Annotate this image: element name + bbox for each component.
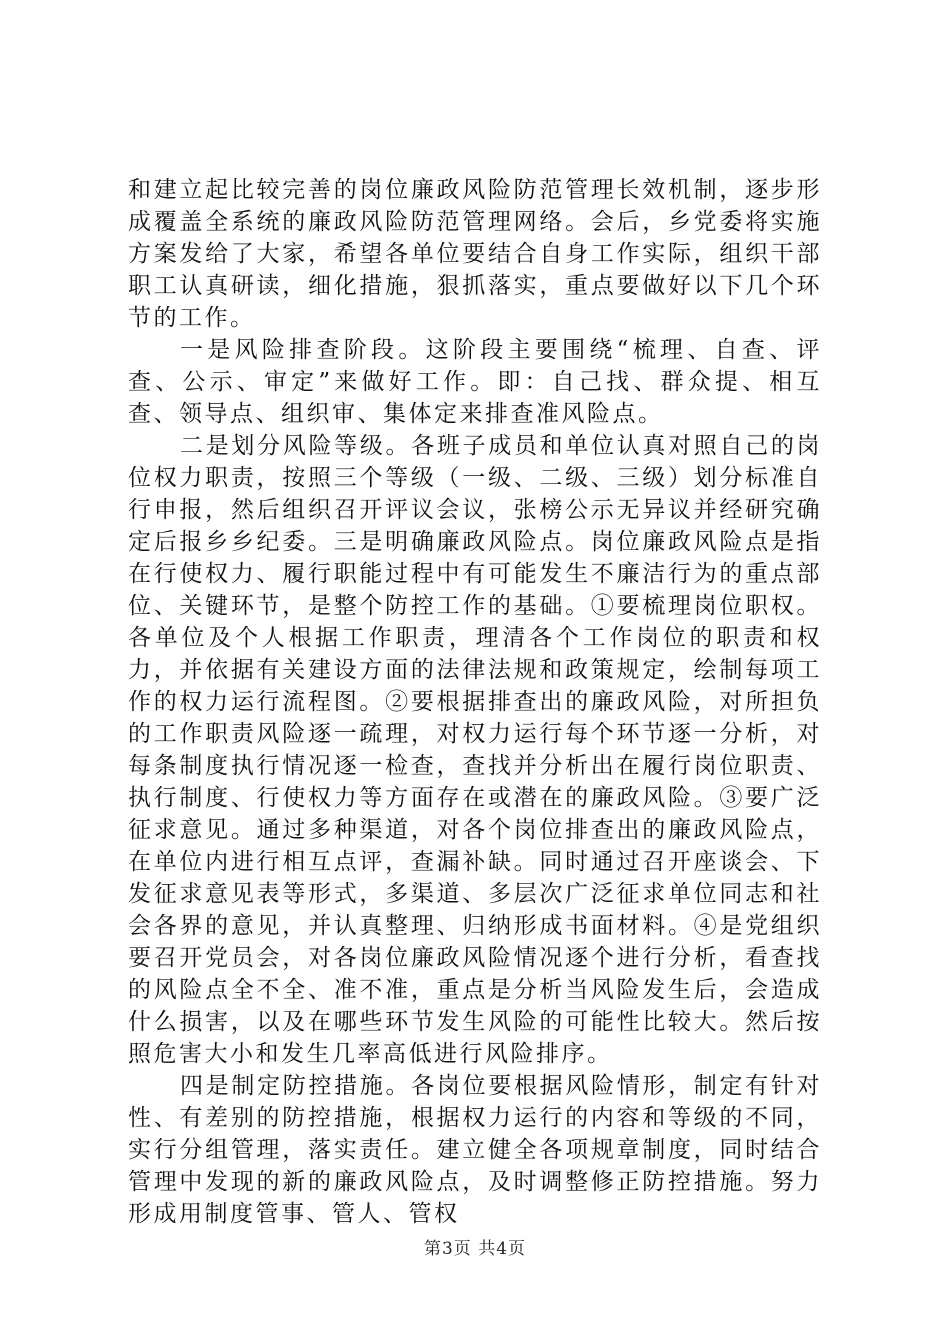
- paragraph-risk-levels: 二是划分风险等级。各班子成员和单位认真对照自己的岗位权力职责，按照三个等级（一级、二级、三级）划分标准自行申报，然后组织召开评议会议，张榜公示无异议并经研究确定后报乡乡纪委。三是明确廉政风险点。岗位廉政风险点是指在行使权力、履行职能过程中有可能发生不廉洁行为的重点部位、关键环节，是整个防控工作的基础。①要梳理岗位职权。各单位及个人根据工作职责，理清各个工作岗位的职责和权力，并依据有关建设方面的法律法规和政策规定，绘制每项工作的权力运行流程图。②要根据排查出的廉政风险，对所担负的工作职责风险逐一疏理，对权力运行每个环节逐一分析，对每条制度执行情况逐一检查，查找并分析出在履行岗位职责、执行制度、行使权力等方面存在或潜在的廉政风险。③要广泛征求意见。通过多种渠道，对各个岗位排查出的廉政风险点，在单位内进行相互点评，查漏补缺。同时通过召开座谈会、下发征求意见表等形式，多渠道、多层次广泛征求单位同志和社会各界的意见，并认真整理、归纳形成书面材料。④是党组织要召开党员会，对各岗位廉政风险情况逐个进行分析，看查找的风险点全不全、准不准，重点是分析当风险发生后，会造成什么损害，以及在哪些环节发生风险的可能性比较大。然后按照危害大小和发生几率高低进行风险排序。: [128, 433, 822, 1067]
- document-body: [128, 174, 822, 1230]
- page-number-label: 第3页 共4页: [423, 1239, 527, 1259]
- page-footer: [0, 1238, 950, 1260]
- paragraph-continuation: 和建立起比较完善的岗位廉政风险防范管理长效机制，逐步形成覆盖全系统的廉政风险防范管理网络。会后，乡党委将实施方案发给了大家，希望各单位要结合自身工作实际，组织干部职工认真研读，细化措施，狠抓落实，重点要做好以下几个环节的工作。: [128, 177, 822, 331]
- paragraph-risk-investigation: 一是风险排查阶段。这阶段主要围绕“梳理、自查、评查、公示、审定”来做好工作。即：自己找、群众提、相互查、领导点、组织审、集体定来排查准风险点。: [128, 337, 822, 427]
- paragraph-prevention-measures: 四是制定防控措施。各岗位要根据风险情形，制定有针对性、有差别的防控措施，根据权力运行的内容和等级的不同，实行分组管理，落实责任。建立健全各项规章制度，同时结合管理中发现的新的廉政风险点，及时调整修正防控措施。努力形成用制度管事、管人、管权: [128, 1073, 822, 1227]
